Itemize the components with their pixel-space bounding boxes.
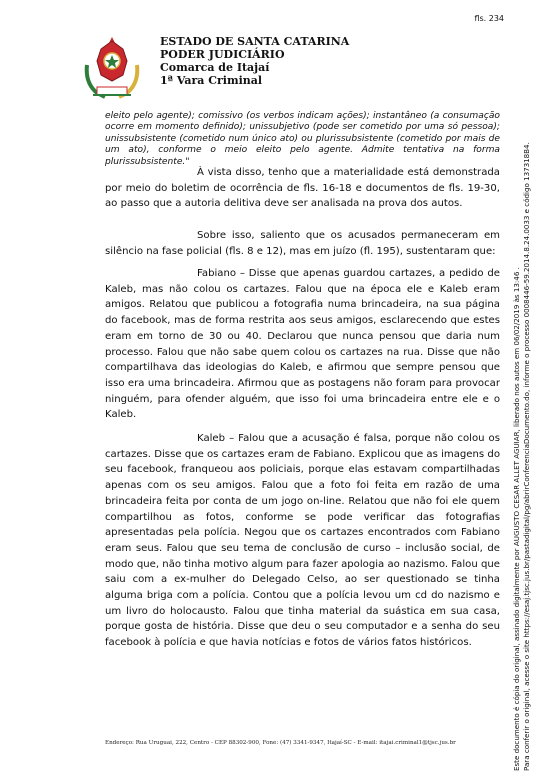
court-header bbox=[160, 35, 349, 87]
paragraph-kaleb-testimony: Kaleb – Falou que a acusação é falsa, porque não colou os cartazes. Disse que os cartazes eram de Fabiano. Explicou que as imagens do seu facebook, franqueou aos policiais, porque elas estavam compartilhadas apenas com os seu amigos. Falou que a foto foi feita em razão de uma brincadeira feita por conta de um jogo on-line. Relatou que não foi ele quem compartilhou as fotos, conforme se pode verificar das fotografias apresentadas pela polícia. Negou que os cartazes encontrados com Fabiano eram seus. Falou que seu tema de conclusão de curso – inclusão social, de modo que, não tinha motivo algum para fazer apologia ao nazismo. Falou que saiu com a ex-mulher do Delegado Celso, ao ser questionado se tinha alguma briga com a polícia. Contou que a polícia levou um cd do nazismo e um livro do holocausto. Falou que tinha material da suástica em sua casa, porque gosta de história. Disse que deu o seu computador e a senha do seu facebook à polícia e que havia notícias e fotos de vários fatos históricos. bbox=[105, 433, 500, 649]
paragraph-materiality: À vista disso, tenho que a materialidade está demonstrada por meio do boletim de ocorrência de fls. 16-18 e documentos de fls. 19-30, ao passo que a autoria delitiva deve ser analisada na prova dos autos. bbox=[105, 167, 500, 210]
digital-signature-note bbox=[512, 131, 532, 771]
header-power: PODER JUDICIÁRIO bbox=[160, 48, 285, 61]
paragraph-fabiano-testimony: Fabiano – Disse que apenas guardou cartazes, a pedido de Kaleb, mas não colou os cartazes. Falou que na época ele e Kaleb eram amigos. Relatou que publicou a fotografia numa brincadeira, na sua página do facebook, mas de forma restrita aos seus amigos, esclarecendo que estes eram em torno de 30 ou 40. Declarou que nunca pensou que daria num processo. Falou que não sabe quem colou os cartazes na rua. Disse que não compartilhava das ideologias do Kaleb, e afirmou que sempre pensou que isso era uma brincadeira. Afirmou que as postagens não foram para provocar ninguém, para ofender alguém, que isso foi uma brincadeira entre ele e o Kaleb. bbox=[105, 268, 500, 421]
header-court: 1ª Vara Criminal bbox=[160, 74, 263, 87]
header-state: ESTADO DE SANTA CATARINA bbox=[160, 35, 350, 48]
page-number: fls. 234 bbox=[474, 14, 504, 23]
page-footer-address: Endereço: Rua Uruguai, 222, Centro - CEP 88302-900, Fone: (47) 3341-9347, Itajaí-SC - E-mail: itajai.criminal1@tjsc.jus.br bbox=[105, 740, 456, 746]
signature-note-line1: Este documento é cópia do original, assinado digitalmente por AUGUSTO CESAR ALLET AGUIAR, liberado nos autos em 06/02/2019 às 13:46 . bbox=[512, 267, 521, 771]
header-district: Comarca de Itajaí bbox=[160, 61, 270, 74]
paragraph-defendants-statements: Sobre isso, saliento que os acusados permaneceram em silêncio na fase policial (fls. 8 e 12), mas em juízo (fl. 195), sustentaram que: bbox=[105, 230, 500, 257]
state-coat-of-arms-icon bbox=[83, 35, 141, 103]
signature-note-line2: Para conferir o original, acesse o site https://esaj.tjsc.jus.br/pastadigital/pg/abrirConferenciaDocumento.do, informe o processo 0008446-59.2014.8.24.0033 e código 137318B4. bbox=[522, 142, 531, 771]
quoted-citation: eleito pelo agente); comissivo (os verbos indicam ações); instantâneo (a consumação ocorre em momento definido); unissubjetivo (pode ser cometido por uma só pessoa); unissubsistente (cometido num único ato) ou plurissubsistente (cometido por mais de um ato), conforme o meio eleito pelo agente. Admite tentativa na forma plurissubsistente." bbox=[105, 111, 500, 167]
